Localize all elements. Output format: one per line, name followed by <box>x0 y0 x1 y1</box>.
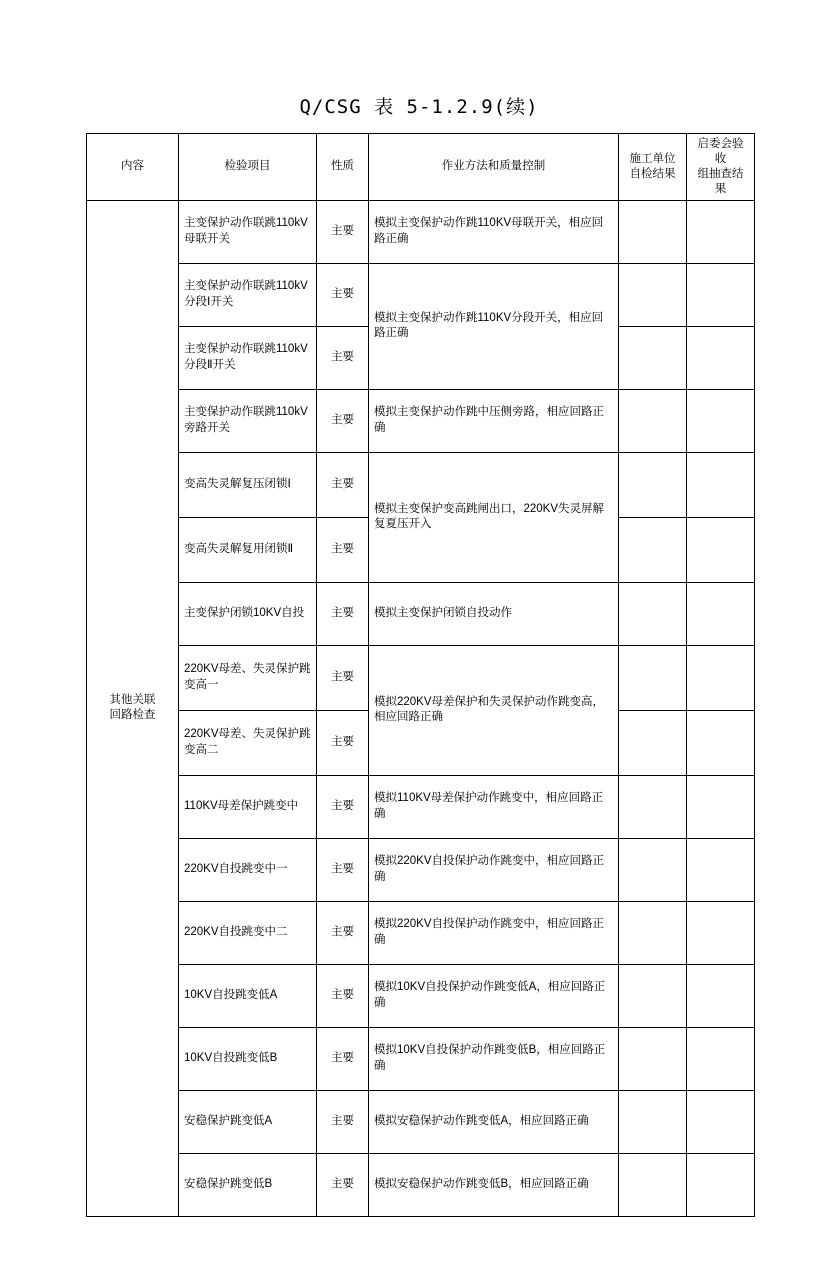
table-row <box>87 964 755 1027</box>
table-row <box>87 389 755 452</box>
cell-item: 主变保护闭锁10KV自投 <box>179 582 317 645</box>
cell-acceptance[interactable] <box>687 326 755 389</box>
cell-self-check[interactable] <box>619 582 687 645</box>
cell-nature: 主要 <box>317 838 369 901</box>
cell-item: 10KV自投跳变低A <box>179 964 317 1027</box>
cell-acceptance[interactable] <box>687 775 755 838</box>
cell-acceptance[interactable] <box>687 710 755 775</box>
header-item: 检验项目 <box>179 134 317 201</box>
header-acceptance-line1: 启委会验收 <box>697 138 744 165</box>
cell-acceptance[interactable] <box>687 389 755 452</box>
cell-method: 模拟220KV自投保护动作跳变中，相应回路正确 <box>369 838 619 901</box>
table-row <box>87 452 755 517</box>
cell-item: 主变保护动作联跳110kV分段Ⅰ开关 <box>179 263 317 326</box>
inspection-table <box>86 133 755 1217</box>
header-content: 内容 <box>87 134 179 201</box>
cell-self-check[interactable] <box>619 964 687 1027</box>
cell-nature: 主要 <box>317 452 369 517</box>
cell-self-check[interactable] <box>619 200 687 263</box>
table-row <box>87 775 755 838</box>
cell-nature: 主要 <box>317 1027 369 1090</box>
cell-item: 220KV自投跳变中一 <box>179 838 317 901</box>
cell-acceptance[interactable] <box>687 517 755 582</box>
inspection-table-wrapper <box>0 133 838 1217</box>
table-body <box>87 200 755 1216</box>
cell-method: 模拟10KV自投保护动作跳变低A，相应回路正确 <box>369 964 619 1027</box>
header-method: 作业方法和质量控制 <box>369 134 619 201</box>
header-self-check-line1: 施工单位 <box>629 152 676 165</box>
cell-method: 模拟110KV母差保护动作跳变中，相应回路正确 <box>369 775 619 838</box>
cell-self-check[interactable] <box>619 645 687 710</box>
cell-item: 主变保护动作联跳110kV旁路开关 <box>179 389 317 452</box>
table-row <box>87 582 755 645</box>
header-acceptance <box>687 134 755 201</box>
cell-nature: 主要 <box>317 775 369 838</box>
cell-acceptance[interactable] <box>687 901 755 964</box>
cell-acceptance[interactable] <box>687 964 755 1027</box>
cell-method: 模拟220KV母差保护和失灵保护动作跳变高，相应回路正确 <box>369 645 619 775</box>
cell-nature: 主要 <box>317 517 369 582</box>
cell-item: 220KV母差、失灵保护跳变高二 <box>179 710 317 775</box>
cell-item: 主变保护动作联跳110kV分段Ⅱ开关 <box>179 326 317 389</box>
cell-acceptance[interactable] <box>687 1153 755 1216</box>
cell-self-check[interactable] <box>619 1027 687 1090</box>
table-header <box>87 134 755 201</box>
cell-self-check[interactable] <box>619 1090 687 1153</box>
cell-method: 模拟安稳保护动作跳变低A，相应回路正确 <box>369 1090 619 1153</box>
cell-method: 模拟220KV自投保护动作跳变中，相应回路正确 <box>369 901 619 964</box>
cell-method: 模拟主变保护动作跳110KV分段开关，相应回路正确 <box>369 263 619 389</box>
table-row <box>87 901 755 964</box>
cell-item: 安稳保护跳变低A <box>179 1090 317 1153</box>
table-row <box>87 1027 755 1090</box>
cell-nature: 主要 <box>317 326 369 389</box>
cell-self-check[interactable] <box>619 389 687 452</box>
table-row <box>87 200 755 263</box>
cell-self-check[interactable] <box>619 901 687 964</box>
table-row <box>87 1090 755 1153</box>
cell-acceptance[interactable] <box>687 1090 755 1153</box>
cell-method: 模拟安稳保护动作跳变低B，相应回路正确 <box>369 1153 619 1216</box>
table-row <box>87 1153 755 1216</box>
cell-self-check[interactable] <box>619 775 687 838</box>
cell-method: 模拟主变保护动作跳110KV母联开关，相应回路正确 <box>369 200 619 263</box>
cell-acceptance[interactable] <box>687 263 755 326</box>
table-header-row <box>87 134 755 201</box>
cell-nature: 主要 <box>317 1090 369 1153</box>
cell-acceptance[interactable] <box>687 452 755 517</box>
cell-item: 主变保护动作联跳110kV母联开关 <box>179 200 317 263</box>
cell-nature: 主要 <box>317 1153 369 1216</box>
cell-item: 10KV自投跳变低B <box>179 1027 317 1090</box>
cell-acceptance[interactable] <box>687 582 755 645</box>
cell-acceptance[interactable] <box>687 838 755 901</box>
cell-nature: 主要 <box>317 645 369 710</box>
cell-item: 220KV母差、失灵保护跳变高一 <box>179 645 317 710</box>
header-nature: 性质 <box>317 134 369 201</box>
cell-self-check[interactable] <box>619 263 687 326</box>
cell-nature: 主要 <box>317 389 369 452</box>
table-row <box>87 645 755 710</box>
cell-self-check[interactable] <box>619 1153 687 1216</box>
cell-self-check[interactable] <box>619 452 687 517</box>
table-row <box>87 838 755 901</box>
cell-self-check[interactable] <box>619 326 687 389</box>
cell-content-group <box>87 200 179 1216</box>
cell-acceptance[interactable] <box>687 645 755 710</box>
table-row <box>87 263 755 326</box>
cell-method: 模拟10KV自投保护动作跳变低B，相应回路正确 <box>369 1027 619 1090</box>
header-acceptance-line2: 组抽查结果 <box>697 167 744 195</box>
cell-acceptance[interactable] <box>687 200 755 263</box>
cell-nature: 主要 <box>317 200 369 263</box>
cell-item: 安稳保护跳变低B <box>179 1153 317 1216</box>
cell-item: 变高失灵解复用闭锁Ⅱ <box>179 517 317 582</box>
cell-method: 模拟主变保护闭锁自投动作 <box>369 582 619 645</box>
cell-nature: 主要 <box>317 964 369 1027</box>
cell-item: 110KV母差保护跳变中 <box>179 775 317 838</box>
cell-item: 变高失灵解复压闭锁Ⅰ <box>179 452 317 517</box>
cell-item: 220KV自投跳变中二 <box>179 901 317 964</box>
cell-method: 模拟主变保护动作跳中压侧旁路，相应回路正确 <box>369 389 619 452</box>
cell-nature: 主要 <box>317 901 369 964</box>
cell-self-check[interactable] <box>619 517 687 582</box>
cell-method: 模拟主变保护变高跳闸出口，220KV失灵屏解复夏压开入 <box>369 452 619 582</box>
cell-nature: 主要 <box>317 710 369 775</box>
cell-self-check[interactable] <box>619 838 687 901</box>
page-title: Q/CSG 表 5-1.2.9(续) <box>299 96 539 118</box>
cell-nature: 主要 <box>317 263 369 326</box>
content-group-line1: 其他关联 <box>109 693 156 706</box>
header-self-check <box>619 134 687 201</box>
cell-nature: 主要 <box>317 582 369 645</box>
cell-self-check[interactable] <box>619 710 687 775</box>
header-self-check-line2: 自检结果 <box>629 167 676 180</box>
document-page <box>0 92 838 1278</box>
cell-acceptance[interactable] <box>687 1027 755 1090</box>
content-group-line2: 回路检查 <box>109 709 156 722</box>
